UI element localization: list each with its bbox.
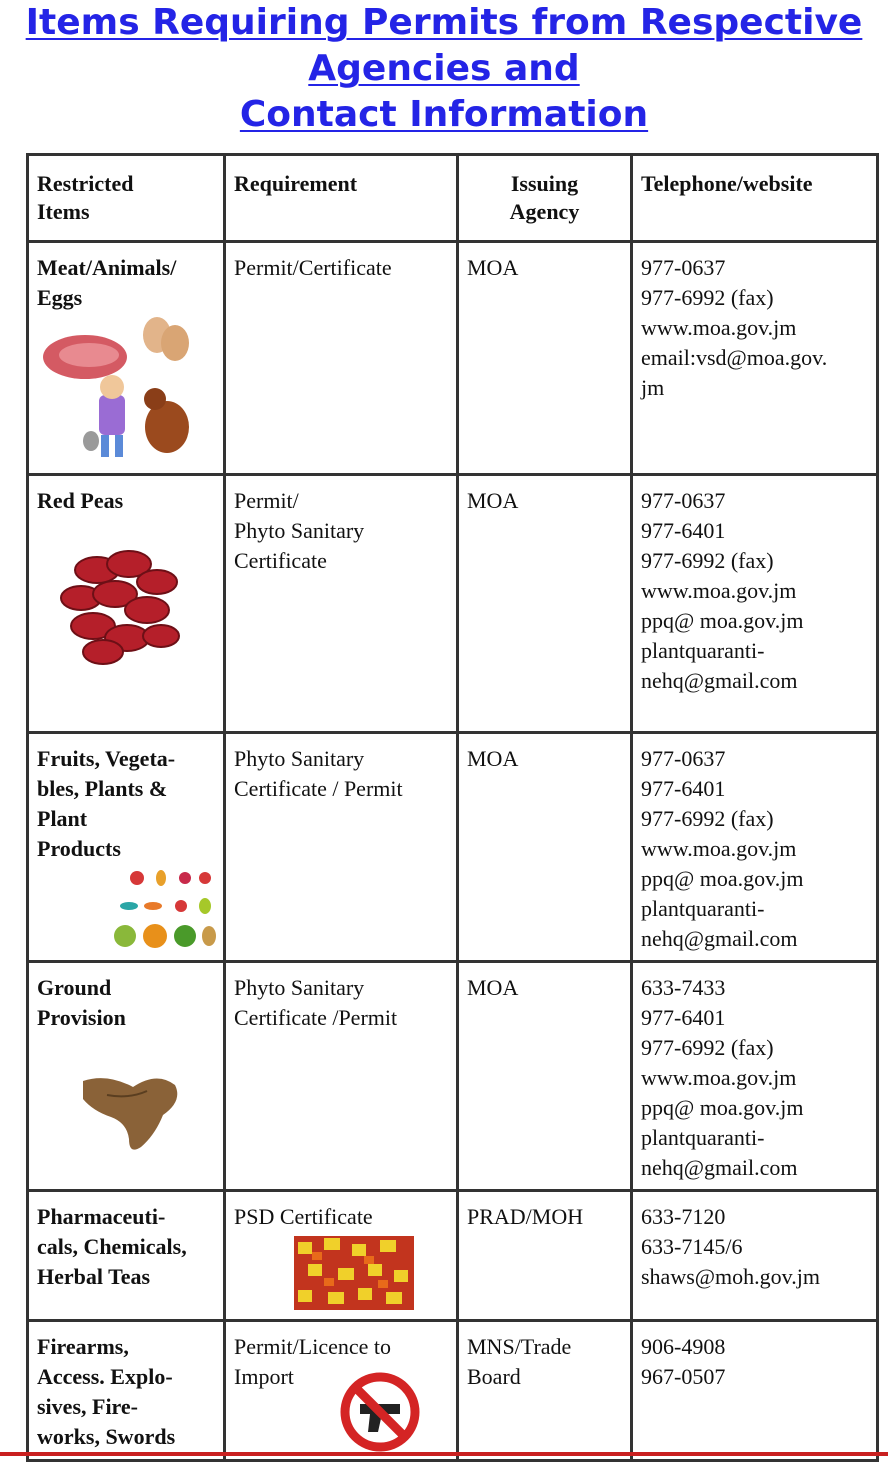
meat-eggs-animals-icon [37,317,207,467]
table-row [28,1321,878,1461]
item-label: Fruits, Vegeta- bles, Plants & Plant Products [37,746,176,861]
table-row [28,1191,878,1321]
item-cell [28,242,225,475]
title-line-3: Contact Information [239,94,649,135]
requirement-cell [225,1321,458,1461]
permits-table [26,153,879,1462]
requirement-cell [225,1191,458,1321]
page-title [0,0,888,138]
agency-cell: MOA [458,733,632,962]
requirement-cell: Permit/Certificate [225,242,458,475]
pills-icon [294,1236,414,1310]
table-header-row [28,155,878,242]
header-telephone-website: Telephone/website [632,155,878,242]
header-requirement: Requirement [225,155,458,242]
item-cell [28,475,225,733]
fruits-vegetables-icon [37,868,217,950]
item-label: Meat/Animals/ Eggs [37,255,177,310]
agency-cell: MOA [458,475,632,733]
item-cell: Firearms, Access. Explo- sives, Fire- works, Swords [28,1321,225,1461]
item-cell [28,733,225,962]
requirement-label: PSD Certificate [234,1204,373,1229]
agency-cell: MOA [458,962,632,1191]
contact-cell: 906-4908 967-0507 [632,1321,878,1461]
no-guns-icon [338,1370,422,1454]
contact-cell: 633-7120 633-7145/6 shaws@moh.gov.jm [632,1191,878,1321]
contact-cell: 977-0637 977-6992 (fax) www.moa.gov.jm email:vsd@moa.gov. jm [632,242,878,475]
requirement-cell: Phyto Sanitary Certificate /Permit [225,962,458,1191]
item-cell: Pharmaceuti- cals, Chemicals, Herbal Teas [28,1191,225,1321]
red-peas-icon [37,540,207,690]
title-line-1: Items Requiring Permits from Respective [25,2,863,43]
agency-cell: PRAD/MOH [458,1191,632,1321]
header-restricted-items: Restricted Items [28,155,225,242]
agency-cell: MOA [458,242,632,475]
bottom-divider [0,1452,888,1456]
agency-cell: MNS/Trade Board [458,1321,632,1461]
contact-cell: 633-7433 977-6401 977-6992 (fax) www.moa.gov.jm ppq@ moa.gov.jm plantquaranti- nehq@gmail.com [632,962,878,1191]
requirement-label: Permit/Licence to Import [234,1334,391,1389]
item-label: Ground Provision [37,975,126,1030]
contact-cell: 977-0637 977-6401 977-6992 (fax) www.moa.gov.jm ppq@ moa.gov.jm plantquaranti- nehq@gmail.com [632,475,878,733]
table-row [28,242,878,475]
ground-provision-icon [37,1051,207,1161]
table-row [28,475,878,733]
header-issuing-agency: Issuing Agency [458,155,632,242]
item-cell [28,962,225,1191]
table-row [28,733,878,962]
item-label: Red Peas [37,488,124,513]
title-line-2: Agencies and [308,48,580,89]
table-row [28,962,878,1191]
requirement-cell: Phyto Sanitary Certificate / Permit [225,733,458,962]
contact-cell: 977-0637 977-6401 977-6992 (fax) www.moa.gov.jm ppq@ moa.gov.jm plantquaranti- nehq@gmail.com [632,733,878,962]
requirement-cell: Permit/ Phyto Sanitary Certificate [225,475,458,733]
